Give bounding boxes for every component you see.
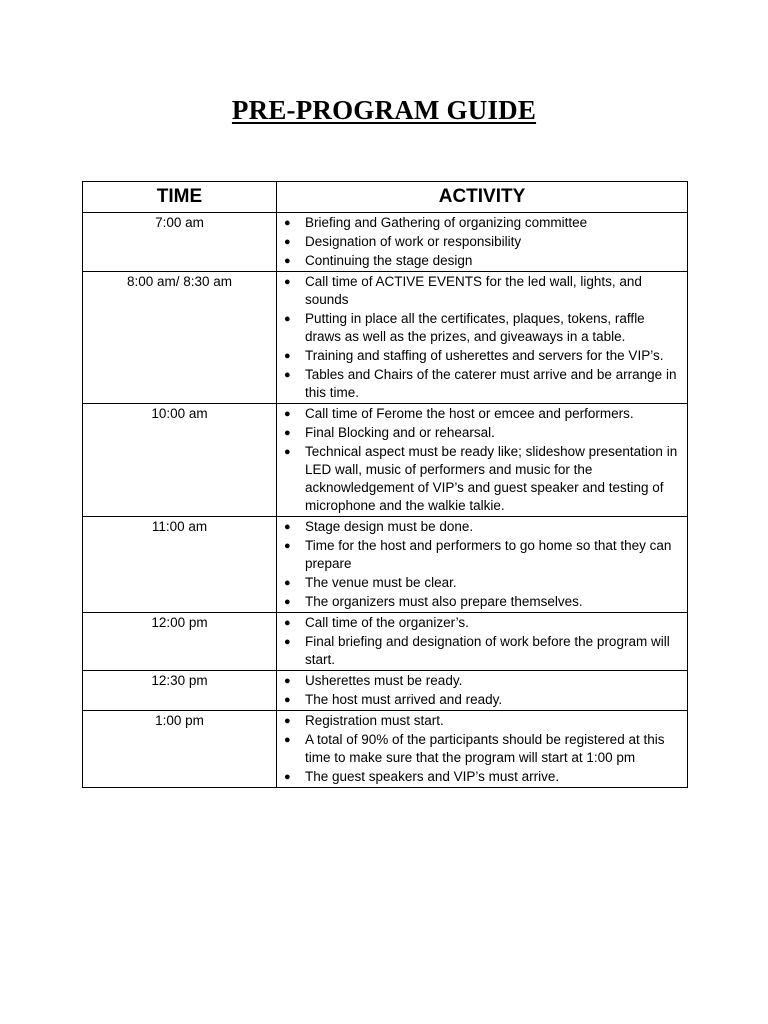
schedule-table (82, 181, 688, 788)
table-header-row (83, 182, 688, 213)
activity-item (284, 731, 683, 767)
activity-item (284, 424, 683, 442)
time-cell: 1:00 pm (83, 711, 277, 788)
activity-text: Continuing the stage design (305, 253, 473, 268)
bullet-icon: ● (284, 236, 291, 248)
activity-text: Technical aspect must be ready like; slideshow presentation in LED wall, music of performers and music for the acknowledgement of VIP’s and guest speaker and testing of microphone and the walkie talkie. (305, 444, 678, 513)
activity-cell (277, 671, 688, 711)
activity-item (284, 593, 683, 611)
activity-item (284, 233, 683, 251)
activity-item (284, 672, 683, 690)
activity-text: Call time of ACTIVE EVENTS for the led wall, lights, and sounds (305, 274, 642, 307)
activity-item (284, 273, 683, 309)
bullet-icon: ● (284, 255, 291, 267)
table-row (83, 272, 688, 404)
activity-text: Designation of work or responsibility (305, 234, 522, 249)
bullet-icon: ● (284, 675, 291, 687)
column-header-activity: ACTIVITY (277, 182, 688, 213)
bullet-icon: ● (284, 540, 291, 552)
activity-item (284, 405, 683, 423)
activity-item (284, 347, 683, 365)
bullet-icon: ● (284, 734, 291, 746)
activity-text: Call time of Ferome the host or emcee and performers. (305, 406, 634, 421)
activity-item (284, 310, 683, 346)
bullet-icon: ● (284, 521, 291, 533)
activity-text: Time for the host and performers to go home so that they can prepare (305, 538, 672, 571)
activity-cell (277, 213, 688, 272)
activity-text: Usherettes must be ready. (305, 673, 463, 688)
activity-text: The guest speakers and VIP’s must arrive. (305, 769, 560, 784)
time-cell: 11:00 am (83, 517, 277, 613)
activity-text: Final briefing and designation of work before the program will start. (305, 634, 670, 667)
bullet-icon: ● (284, 715, 291, 727)
activity-item (284, 633, 683, 669)
activity-item (284, 712, 683, 730)
activity-cell (277, 711, 688, 788)
activity-item (284, 614, 683, 632)
bullet-icon: ● (284, 636, 291, 648)
activity-text: Briefing and Gathering of organizing committee (305, 215, 588, 230)
activity-item (284, 518, 683, 536)
table-row (83, 404, 688, 517)
bullet-icon: ● (284, 427, 291, 439)
schedule-rows (83, 213, 688, 788)
activity-list (283, 518, 683, 611)
table-row (83, 711, 688, 788)
bullet-icon: ● (284, 446, 291, 458)
bullet-icon: ● (284, 350, 291, 362)
table-row (83, 517, 688, 613)
activity-text: Training and staffing of usherettes and servers for the VIP’s. (305, 348, 664, 363)
activity-cell (277, 272, 688, 404)
activity-text: The host must arrived and ready. (305, 692, 503, 707)
activity-text: The organizers must also prepare themselves. (305, 594, 583, 609)
activity-text: The venue must be clear. (305, 575, 457, 590)
activity-text: Putting in place all the certificates, plaques, tokens, raffle draws as well as the prizes, and giveaways in a table. (305, 311, 645, 344)
activity-text: Call time of the organizer’s. (305, 615, 469, 630)
time-cell: 12:00 pm (83, 613, 277, 671)
activity-item (284, 574, 683, 592)
activity-text: Tables and Chairs of the caterer must arrive and be arrange in this time. (305, 367, 677, 400)
activity-text: Final Blocking and or rehearsal. (305, 425, 495, 440)
bullet-icon: ● (284, 408, 291, 420)
activity-list (283, 405, 683, 515)
activity-item (284, 691, 683, 709)
time-cell: 12:30 pm (83, 671, 277, 711)
time-cell: 10:00 am (83, 404, 277, 517)
activity-list (283, 672, 683, 709)
bullet-icon: ● (284, 217, 291, 229)
activity-item (284, 214, 683, 232)
bullet-icon: ● (284, 596, 291, 608)
time-cell: 8:00 am/ 8:30 am (83, 272, 277, 404)
bullet-icon: ● (284, 617, 291, 629)
activity-cell (277, 404, 688, 517)
activity-list (283, 712, 683, 786)
activity-list (283, 273, 683, 402)
activity-item (284, 768, 683, 786)
bullet-icon: ● (284, 369, 291, 381)
activity-list (283, 614, 683, 669)
table-row (83, 613, 688, 671)
activity-item (284, 252, 683, 270)
activity-cell (277, 613, 688, 671)
column-header-time: TIME (83, 182, 277, 213)
activity-list (283, 214, 683, 270)
table-row (83, 671, 688, 711)
bullet-icon: ● (284, 694, 291, 706)
activity-text: Registration must start. (305, 713, 444, 728)
activity-text: Stage design must be done. (305, 519, 474, 534)
bullet-icon: ● (284, 771, 291, 783)
activity-item (284, 366, 683, 402)
page-title: PRE-PROGRAM GUIDE (231, 95, 537, 125)
activity-cell (277, 517, 688, 613)
table-row (83, 213, 688, 272)
activity-text: A total of 90% of the participants should be registered at this time to make sure that the program will start at 1:00 pm (305, 732, 665, 765)
bullet-icon: ● (284, 577, 291, 589)
bullet-icon: ● (284, 313, 291, 325)
activity-item (284, 537, 683, 573)
bullet-icon: ● (284, 276, 291, 288)
time-cell: 7:00 am (83, 213, 277, 272)
activity-item (284, 443, 683, 515)
